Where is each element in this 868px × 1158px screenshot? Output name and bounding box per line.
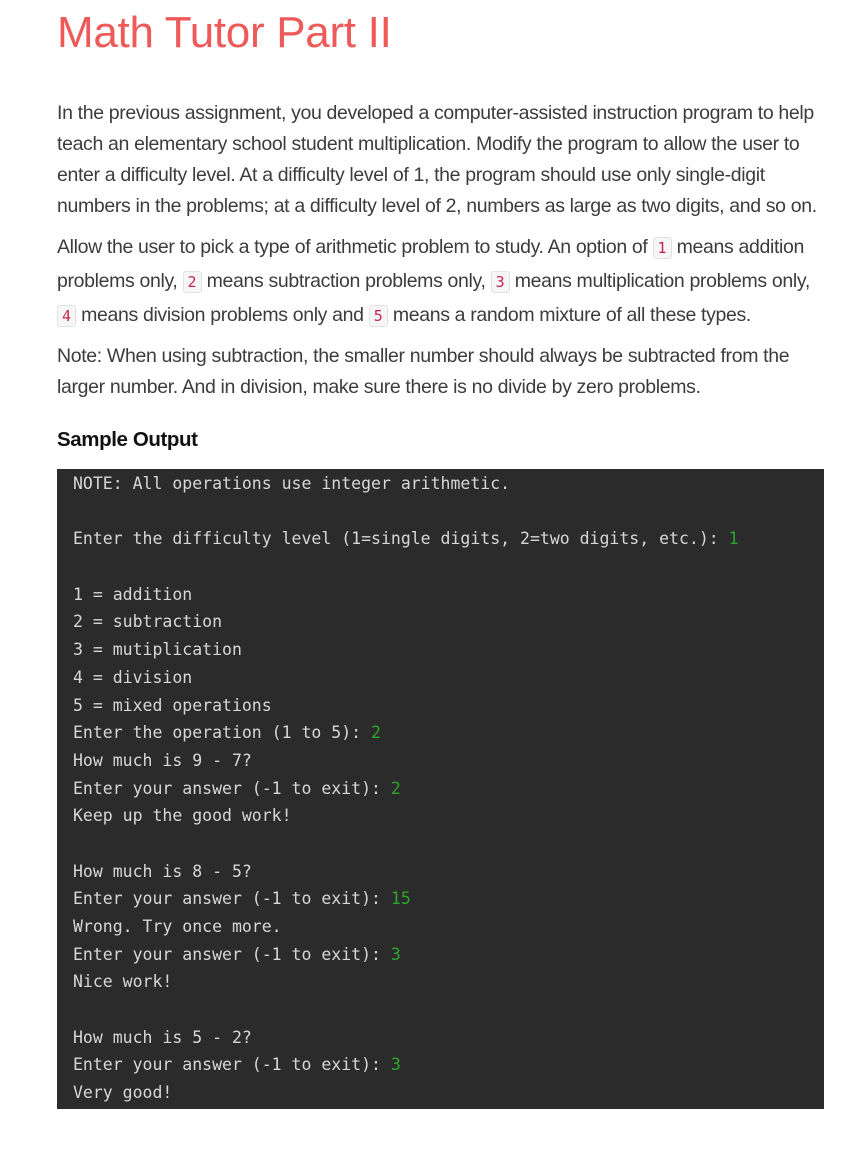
console-line — [73, 470, 824, 498]
console-text: 1 = addition — [73, 584, 193, 604]
console-text: Enter the operation (1 to 5): — [73, 723, 372, 743]
options-text: means a random mixture of all these types. — [387, 304, 751, 326]
intro-paragraph: In the previous assignment, you developed a computer-assisted instruction program to help teach an elementary school student multiplication. Modify the program to allow the user to enter a difficulty level. At a difficulty level of 1, the program should use only single-digit numbers in the problems; at a difficulty level of 2, numbers as large as two digits, and so on. — [57, 102, 817, 217]
console-line — [73, 885, 824, 913]
inline-code: 1 — [653, 237, 672, 259]
console-line — [73, 747, 824, 775]
console-line — [73, 996, 824, 1024]
console-text: Enter your answer (-1 to exit): — [73, 778, 391, 798]
console-line — [73, 1024, 824, 1052]
console-user-input: 1 — [728, 529, 739, 549]
note-paragraph: Note: When using subtraction, the smaller number should always be subtracted from the larger number. And in division, make sure there is no divide by zero problems. — [57, 345, 790, 398]
console-text: Keep up the good work! — [73, 806, 292, 826]
inline-code: 2 — [183, 271, 202, 293]
console-user-input: 2 — [371, 723, 381, 743]
options-text: means multiplication problems only, — [509, 270, 810, 292]
console-text: Enter your answer (-1 to exit): — [73, 1055, 391, 1075]
options-text: Allow the user to pick a type of arithmetic problem to study. An option of — [57, 236, 653, 258]
console-text: Enter your answer (-1 to exit): — [73, 944, 391, 964]
article — [57, 0, 827, 1109]
console-text: 4 = division — [73, 667, 193, 687]
options-text: means addition problems only, — [57, 236, 804, 292]
console-text: Enter the difficulty level (1=single digits, 2=two digits, etc.): — [73, 529, 729, 549]
console-text: Enter your answer (-1 to exit): — [73, 889, 391, 909]
console-line — [73, 941, 824, 969]
console-line — [73, 553, 824, 581]
console-text: How much is 8 - 5? — [73, 861, 252, 881]
console-user-input: 3 — [390, 944, 401, 964]
console-text: How much is 9 - 7? — [73, 750, 252, 770]
console-text: NOTE: All operations use integer arithmetic. — [73, 474, 511, 493]
console-line — [73, 968, 824, 996]
console-user-input: 3 — [390, 1055, 401, 1075]
console-text: 3 = mutiplication — [73, 640, 242, 660]
console-line — [73, 913, 824, 941]
console-text: Wrong. Try once more. — [73, 917, 282, 936]
console-line — [73, 525, 824, 553]
console-line — [73, 1079, 824, 1107]
console-line — [73, 775, 824, 803]
console-line — [73, 692, 824, 720]
page-title: Math Tutor Part II — [57, 8, 392, 57]
inline-code: 5 — [369, 305, 388, 327]
console-line — [73, 498, 824, 526]
console-text: 5 = mixed operations — [73, 695, 272, 715]
console-line — [73, 802, 824, 830]
console-user-input: 15 — [390, 889, 411, 909]
console-text: How much is 5 - 2? — [73, 1027, 252, 1047]
options-paragraph — [57, 231, 827, 333]
options-text: means division problems only and — [76, 304, 369, 326]
console-output-block — [57, 469, 824, 1109]
console-line — [73, 719, 824, 747]
options-text: means subtraction problems only, — [201, 270, 491, 292]
sample-output-heading: Sample Output — [57, 428, 198, 451]
console-line — [73, 858, 824, 886]
console-user-input: 2 — [390, 778, 401, 798]
console-text: Very good! — [73, 1083, 173, 1103]
console-line — [73, 1051, 824, 1079]
console-line — [73, 581, 824, 609]
console-line — [73, 636, 824, 664]
console-text: Nice work! — [73, 972, 173, 992]
console-line — [73, 608, 824, 636]
console-line — [73, 664, 824, 692]
inline-code: 3 — [491, 271, 510, 293]
console-line — [73, 830, 824, 858]
inline-code: 4 — [57, 305, 76, 327]
console-text: 2 = subtraction — [73, 612, 223, 632]
